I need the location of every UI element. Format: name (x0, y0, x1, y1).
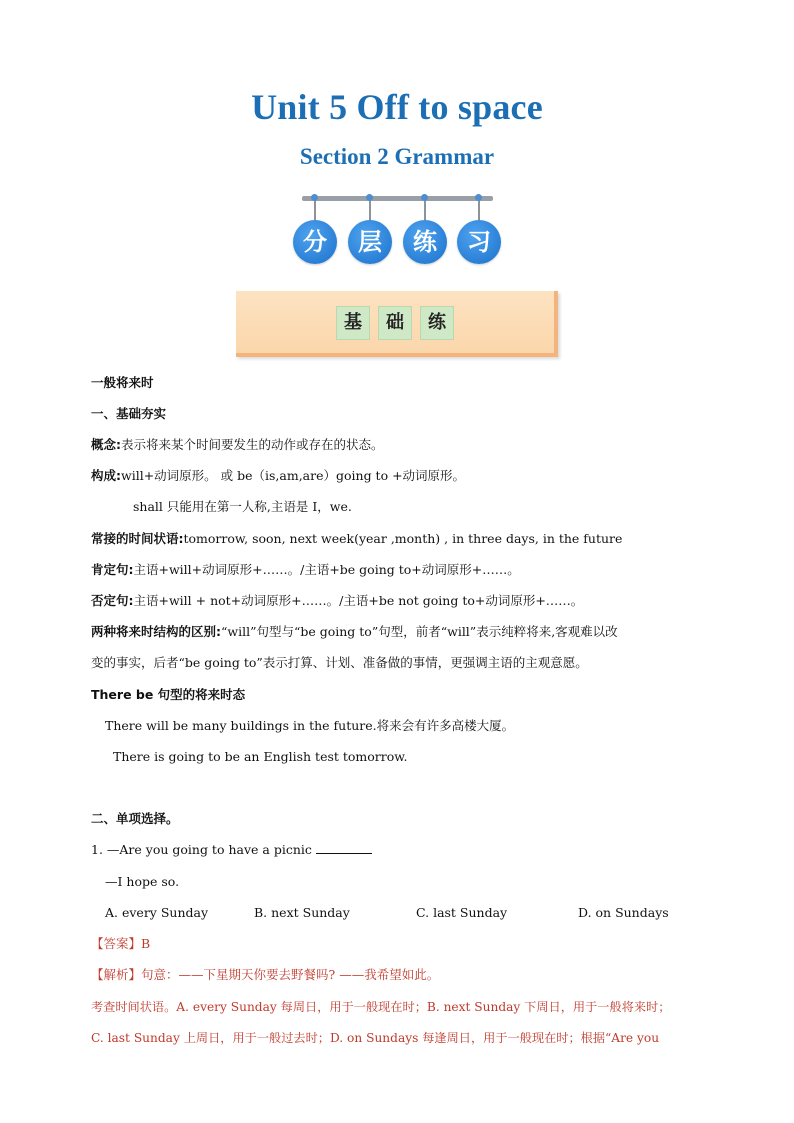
hanger-dot (311, 194, 318, 201)
option-d: D. on Sundays (578, 905, 669, 920)
analysis-line: 【解析】句意：——下星期天你要去野餐吗? ——我希望如此。 (91, 967, 440, 982)
therebe-heading: There be 句型的将来时态 (91, 687, 246, 702)
section-heading: 一般将来时 (91, 375, 154, 390)
therebe-example: There is going to be an English test tomorrow. (113, 749, 408, 764)
shall-note: shall 只能用在第一人称,主语是 I，we. (133, 499, 352, 514)
banner-tile: 基 (336, 306, 370, 340)
layer-circle: 分 (293, 220, 337, 264)
answer-line: 【答案】B (91, 936, 151, 951)
hanger-dot (421, 194, 428, 201)
banner-tile: 础 (378, 306, 412, 340)
banner-tile: 练 (420, 306, 454, 340)
difference-line-2: 变的事实，后者“be going to”表示打算、计划、准备做的事情，更强调主语的主观意愿。 (91, 655, 588, 670)
layer-circle: 练 (403, 220, 447, 264)
analysis-line-3: C. last Sunday 上周日，用于一般过去时；D. on Sundays 每逢周日，用于一般现在时；根据“Are you (91, 1031, 660, 1045)
option-c: C. last Sunday (416, 905, 508, 920)
hanger-dot (366, 194, 373, 201)
option-b: B. next Sunday (254, 905, 350, 920)
level-banner (236, 291, 558, 357)
answer-blank (316, 841, 372, 854)
option-a: A. every Sunday (105, 905, 209, 920)
section-heading: 二、单项选择。 (91, 811, 179, 826)
concept-line: 概念:表示将来某个时间要发生的动作或存在的状态。 (91, 437, 384, 452)
analysis-line-2: 考查时间状语。A. every Sunday 每周日，用于一般现在时；B. next Sunday 下周日，用于一般将来时； (91, 1000, 671, 1014)
affirmative-line: 肯定句:主语+will+动词原形+……。/主语+be going to+动词原形+……。 (91, 562, 520, 577)
question-stem: 1. —Are you going to have a picnic (91, 841, 372, 859)
section-heading: 一、基础夯实 (91, 406, 167, 421)
structure-line: 构成:will+动词原形。 或 be（is,am,are）going to +动词原形。 (91, 468, 466, 483)
layer-circle: 习 (457, 220, 501, 264)
difference-line: 两种将来时结构的区别:“will”句型与“be going to”句型，前者“will”表示纯粹将来,客观难以改 (91, 624, 618, 639)
page-title: Unit 5 Off to space (251, 87, 543, 127)
question-reply: —I hope so. (105, 874, 180, 889)
negative-line: 否定句:主语+will + not+动词原形+……。/主语+be not going to+动词原形+……。 (91, 593, 584, 608)
therebe-example: There will be many buildings in the future.将来会有许多高楼大厦。 (105, 718, 515, 733)
time-adverbial-line: 常接的时间状语:tomorrow, soon, next week(year ,month) , in three days, in the future (91, 531, 623, 546)
hanger-bar (302, 196, 493, 201)
layer-circle: 层 (348, 220, 392, 264)
page-subtitle: Section 2 Grammar (299, 144, 495, 169)
hanger-dot (475, 194, 482, 201)
